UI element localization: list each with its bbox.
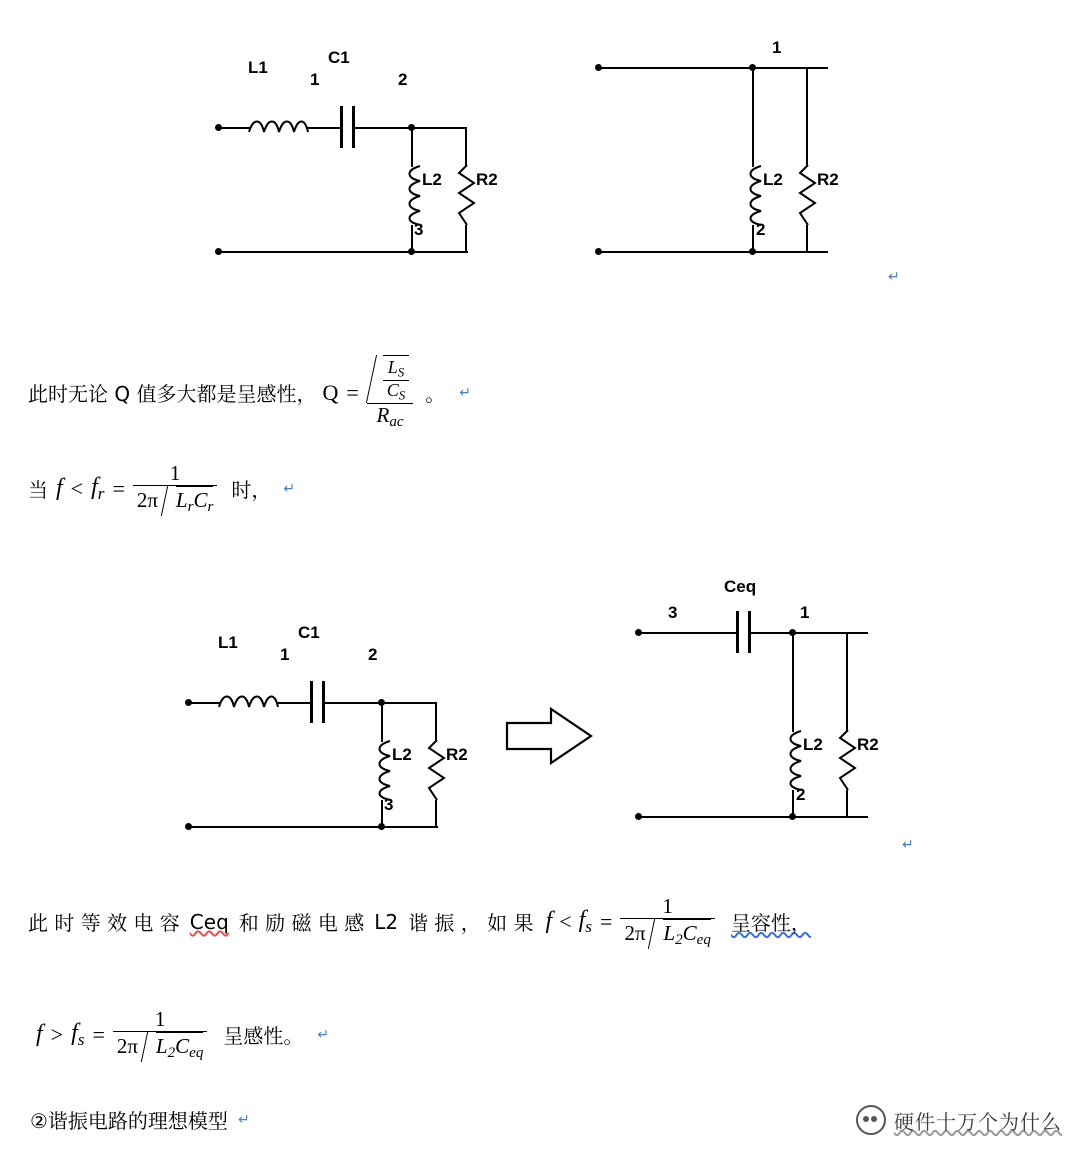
ls-term: $L_S$ <box>387 357 405 380</box>
sqrt-symbol <box>164 486 213 516</box>
para3-seg1: 此 时 等 效 电 容 <box>28 911 180 936</box>
less-than-sign: < <box>559 908 572 934</box>
wire <box>188 826 438 828</box>
label-l2: L2 <box>803 735 823 754</box>
wire <box>598 251 828 253</box>
terminal-node <box>215 248 222 255</box>
label-node-1: 1 <box>310 70 320 89</box>
l2-term: $L_2$ <box>663 921 683 949</box>
sqrt-symbol <box>651 919 711 949</box>
wire <box>381 702 437 704</box>
watermark-text: 硬件十万个为什么 <box>894 1109 1062 1134</box>
equals-sign: = <box>346 379 359 405</box>
wire <box>435 800 437 828</box>
paragraph-mark: ↵ <box>888 268 900 284</box>
wire <box>752 67 754 167</box>
fs-fraction <box>113 1008 207 1062</box>
inductor-l2-symbol <box>743 165 765 227</box>
wire <box>306 127 340 129</box>
wire <box>638 632 736 634</box>
ls-cs-fraction <box>383 358 410 403</box>
terminal-node <box>595 248 602 255</box>
fs-denominator <box>620 918 714 949</box>
fs-numerator: 1 <box>662 894 673 918</box>
label-node-2: 2 <box>368 645 378 664</box>
fs-denominator <box>113 1031 207 1062</box>
node-2 <box>749 248 756 255</box>
q-numerator <box>367 355 414 403</box>
label-c1: C1 <box>328 48 350 67</box>
para4-suffix: 呈感性。 <box>223 1024 304 1049</box>
lr-term: $L_r$ <box>175 488 194 516</box>
two-pi: 2π <box>116 1034 139 1059</box>
wire <box>806 225 808 253</box>
sqrt-symbol <box>144 1032 204 1062</box>
inductor-l2-symbol <box>783 730 805 792</box>
label-r2: R2 <box>817 170 839 189</box>
greater-than-sign: > <box>50 1021 64 1047</box>
sqrt-symbol <box>371 355 410 403</box>
resistor-r2-symbol <box>797 165 819 227</box>
para3-ceq: Ceq <box>189 909 229 934</box>
para1-text-after: 。 <box>425 382 446 407</box>
paragraph-q-formula <box>28 355 471 431</box>
label-node-2: 2 <box>398 70 408 89</box>
label-l1: L1 <box>218 633 238 652</box>
fr-denominator <box>133 485 217 516</box>
node-3 <box>378 823 385 830</box>
label-r2: R2 <box>446 745 468 764</box>
resistor-r2-symbol <box>456 165 478 227</box>
inductor-l2-symbol <box>372 740 394 802</box>
cr-term: $C_r$ <box>193 488 214 516</box>
paragraph-fs-inductive <box>36 1008 329 1062</box>
wire <box>276 702 310 704</box>
capacitor-c1-plate-left <box>340 106 343 148</box>
f-symbol: f <box>545 908 553 935</box>
paragraph-mark: ↵ <box>459 384 472 401</box>
label-node-1: 1 <box>800 603 810 622</box>
label-l2: L2 <box>392 745 412 764</box>
wire <box>846 632 848 732</box>
fr-fraction <box>133 462 217 516</box>
fs-symbol: $f_s$ <box>71 1020 85 1049</box>
fs-symbol: $f_s$ <box>578 907 593 936</box>
wire <box>598 67 828 69</box>
resistor-r2-symbol <box>837 730 859 792</box>
label-node-2: 2 <box>796 785 806 804</box>
equals-sign: = <box>92 1021 105 1047</box>
wire <box>381 702 383 742</box>
inductor-l1-symbol <box>218 689 280 711</box>
label-node-3: 3 <box>384 795 394 814</box>
wire <box>411 127 467 129</box>
wire <box>411 127 413 167</box>
label-l1: L1 <box>248 58 268 77</box>
wire <box>435 702 437 742</box>
paragraph-ideal-model-heading <box>30 1105 250 1134</box>
label-c1: C1 <box>298 623 320 642</box>
rac-term: $R_{ac}$ <box>367 403 414 431</box>
figure-1-right-circuit <box>580 40 880 270</box>
paragraph-mark: ↵ <box>902 836 914 852</box>
label-node-1: 1 <box>772 38 782 57</box>
two-pi: 2π <box>624 921 646 946</box>
wire <box>465 127 467 167</box>
wire <box>750 632 868 634</box>
para3-seg3: 谐 振 ， 如 果 <box>408 911 534 936</box>
equivalence-arrow-icon <box>505 705 595 767</box>
less-than-sign: < <box>70 475 84 501</box>
wire <box>638 816 868 818</box>
fs-numerator: 1 <box>154 1007 166 1031</box>
figure-2-left-circuit <box>170 615 490 845</box>
para3-l2: L2 <box>374 909 399 934</box>
watermark <box>856 1105 1062 1135</box>
wire <box>465 225 467 253</box>
figure-2-right-circuit <box>620 577 920 845</box>
f-symbol: f <box>56 475 63 502</box>
fr-symbol: $f_r$ <box>91 474 105 503</box>
para3-seg4: 呈容性， <box>730 911 811 936</box>
label-node-2: 2 <box>756 220 766 239</box>
wire <box>846 790 848 818</box>
para5-text: ②谐振电路的理想模型 <box>30 1109 228 1133</box>
paragraph-ceq-resonance <box>28 895 811 949</box>
paragraph-mark: ↵ <box>283 480 296 497</box>
para3-seg2: 和 励 磁 电 感 <box>238 911 365 936</box>
resistor-r2-symbol <box>426 740 448 802</box>
inductor-l2-symbol <box>402 165 424 227</box>
figure-1-left-circuit <box>200 40 520 270</box>
para2-prefix: 当 <box>28 478 48 503</box>
label-node-3: 3 <box>414 220 424 239</box>
paragraph-fr-formula <box>28 462 295 516</box>
wire <box>792 632 794 732</box>
fs-fraction <box>620 895 714 949</box>
sqrt-bar <box>383 355 410 403</box>
sqrt-bar <box>156 1032 204 1062</box>
node-2 <box>789 813 796 820</box>
ceq-term: $C_{eq}$ <box>175 1034 204 1062</box>
paragraph-mark: ↵ <box>317 1026 330 1043</box>
label-node-1: 1 <box>280 645 290 664</box>
equals-sign: = <box>112 475 125 501</box>
wire <box>806 67 808 167</box>
terminal-node <box>185 823 192 830</box>
para1-text-before: 此时无论 Q 值多大都是呈感性， <box>28 382 317 407</box>
wire <box>324 702 384 704</box>
terminal-node <box>635 813 642 820</box>
label-l2: L2 <box>763 170 783 189</box>
equals-sign: = <box>600 908 613 934</box>
paragraph-mark: ↵ <box>237 1111 250 1127</box>
ceq-term: $C_{eq}$ <box>682 921 711 949</box>
inductor-l1-symbol <box>248 114 310 136</box>
sqrt-bar <box>663 919 711 949</box>
label-r2: R2 <box>476 170 498 189</box>
label-ceq: Ceq <box>724 577 757 596</box>
two-pi: 2π <box>136 488 159 513</box>
wire <box>188 702 220 704</box>
wire <box>218 251 468 253</box>
wire <box>218 127 250 129</box>
sqrt-bar <box>176 486 213 516</box>
cs-term: $C_S$ <box>383 380 410 403</box>
label-l2: L2 <box>422 170 442 189</box>
label-node-3: 3 <box>668 603 678 622</box>
capacitor-ceq-plate-left <box>736 611 739 653</box>
q-fraction <box>367 355 414 431</box>
node-3 <box>408 248 415 255</box>
l2-term: $L_2$ <box>155 1034 176 1062</box>
para2-suffix: 时， <box>231 478 272 503</box>
label-r2: R2 <box>857 735 879 754</box>
capacitor-c1-plate-left <box>310 681 313 723</box>
fr-numerator: 1 <box>169 461 181 485</box>
f-symbol: f <box>36 1021 43 1048</box>
q-symbol: Q <box>322 379 339 405</box>
wechat-official-account-icon <box>856 1105 886 1135</box>
wire <box>354 127 414 129</box>
